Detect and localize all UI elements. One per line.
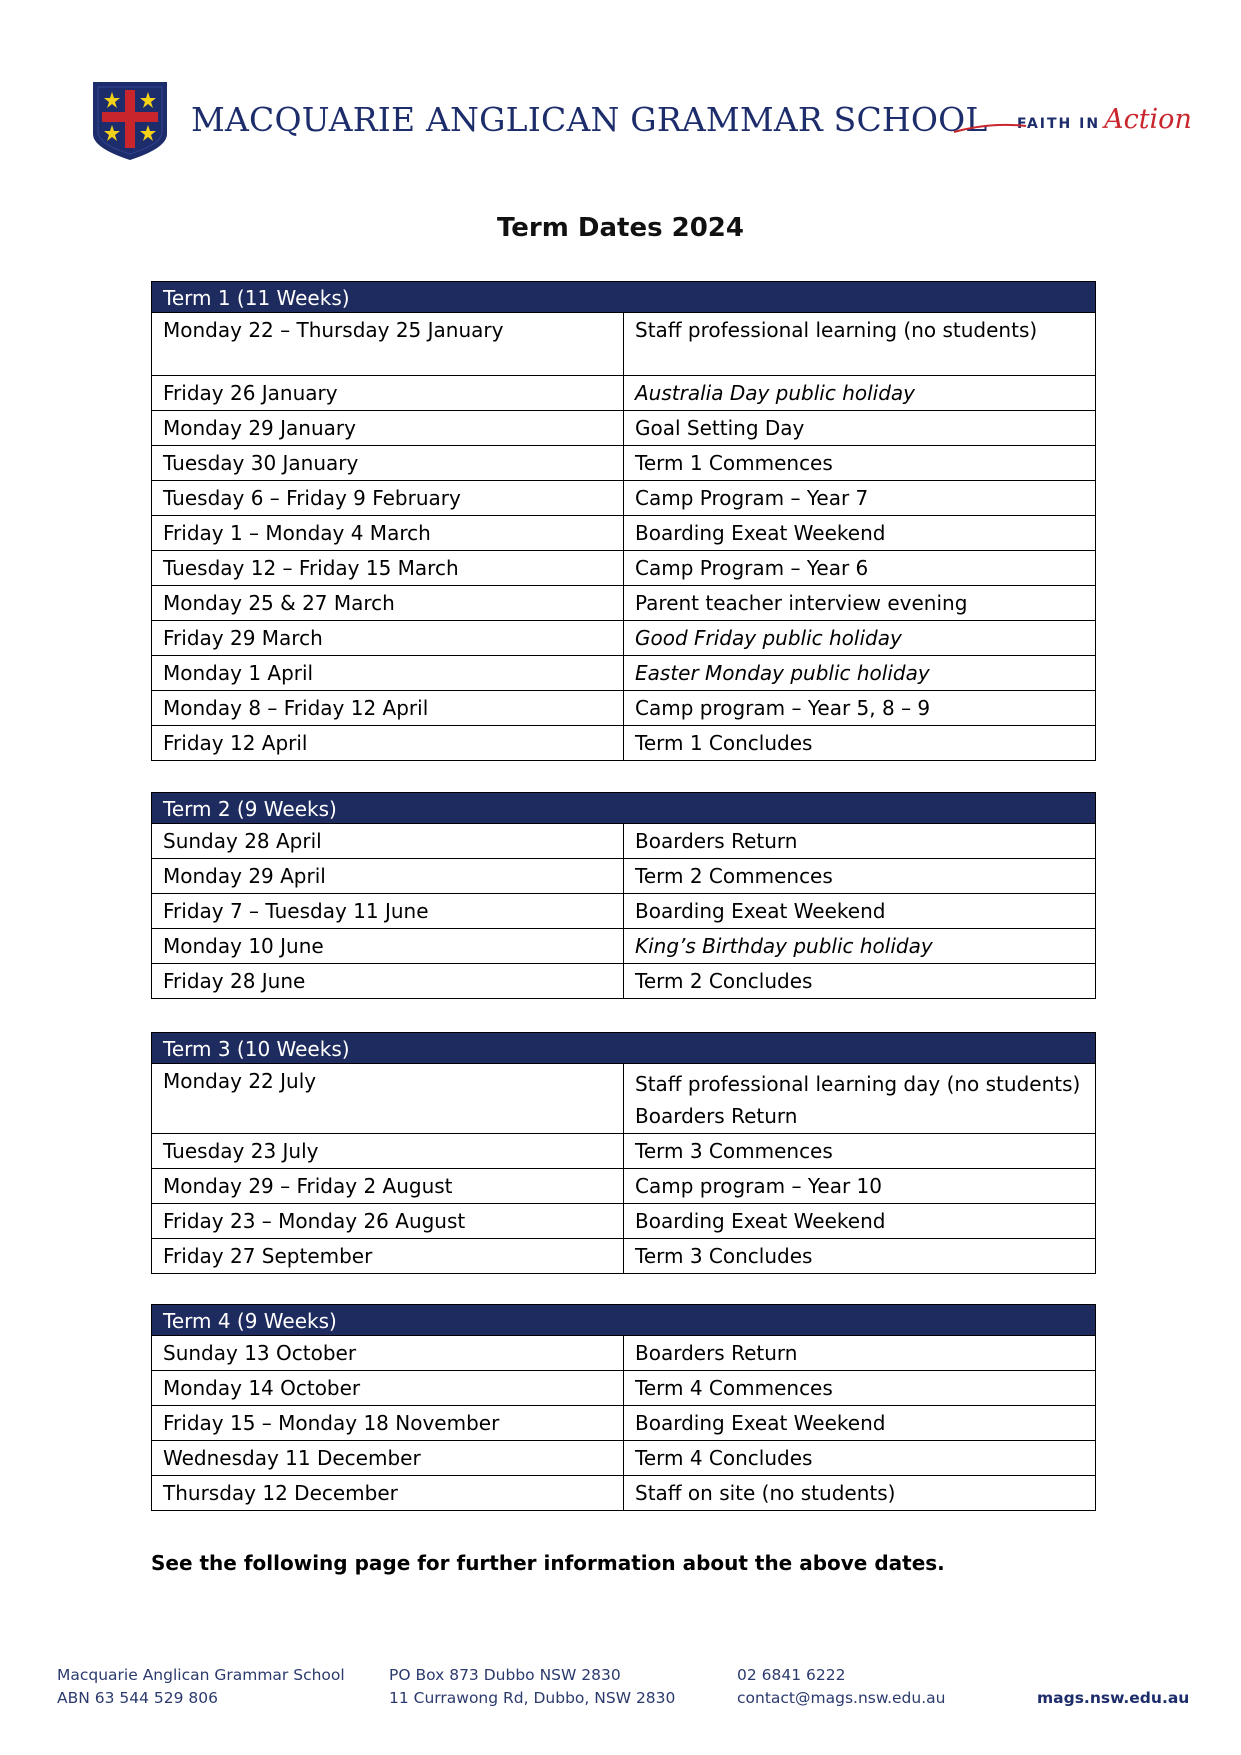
table-row [152, 1134, 1096, 1169]
date-cell: Monday 29 April [152, 859, 624, 894]
table-row [152, 1169, 1096, 1204]
date-cell: Sunday 28 April [152, 824, 624, 859]
event-cell: Term 1 Commences [624, 446, 1096, 481]
tagline [1017, 104, 1192, 135]
event-cell: Term 3 Concludes [624, 1239, 1096, 1274]
footer-contact [737, 1664, 945, 1710]
event-cell: Parent teacher interview evening [624, 586, 1096, 621]
table-row [152, 1204, 1096, 1239]
event-cell: King’s Birthday public holiday [624, 929, 1096, 964]
table-row [152, 411, 1096, 446]
date-cell: Tuesday 6 – Friday 9 February [152, 481, 624, 516]
term-3-table [151, 1032, 1096, 1274]
table-row [152, 656, 1096, 691]
footer-email[interactable]: contact@mags.nsw.edu.au [737, 1689, 946, 1707]
date-cell: Monday 8 – Friday 12 April [152, 691, 624, 726]
further-info-note: See the following page for further information about the above dates. [151, 1551, 945, 1575]
event-cell [624, 1064, 1096, 1134]
table-row [152, 516, 1096, 551]
date-cell: Monday 22 July [152, 1064, 624, 1134]
event-cell: Boarders Return [624, 824, 1096, 859]
date-cell: Monday 29 – Friday 2 August [152, 1169, 624, 1204]
table-row [152, 691, 1096, 726]
table-row [152, 551, 1096, 586]
date-cell: Monday 10 June [152, 929, 624, 964]
date-cell: Friday 15 – Monday 18 November [152, 1406, 624, 1441]
date-cell: Wednesday 11 December [152, 1441, 624, 1476]
action-swoosh-icon [950, 118, 1030, 138]
event-cell: Term 4 Concludes [624, 1441, 1096, 1476]
document-title: Term Dates 2024 [497, 213, 744, 243]
date-cell: Monday 29 January [152, 411, 624, 446]
term-heading: Term 1 (11 Weeks) [152, 282, 1096, 313]
date-cell: Thursday 12 December [152, 1476, 624, 1511]
school-crest-icon [93, 82, 167, 160]
event-cell: Term 3 Commences [624, 1134, 1096, 1169]
table-row [152, 446, 1096, 481]
event-line: Staff professional learning day (no students) [635, 1072, 1081, 1096]
date-cell: Friday 1 – Monday 4 March [152, 516, 624, 551]
event-cell: Staff on site (no students) [624, 1476, 1096, 1511]
footer-school-name: Macquarie Anglican Grammar School [57, 1666, 345, 1684]
table-row [152, 621, 1096, 656]
event-cell: Good Friday public holiday [624, 621, 1096, 656]
table-row [152, 1336, 1096, 1371]
date-cell: Sunday 13 October [152, 1336, 624, 1371]
event-cell: Goal Setting Day [624, 411, 1096, 446]
table-row [152, 824, 1096, 859]
term-2-table [151, 792, 1096, 999]
date-cell: Tuesday 23 July [152, 1134, 624, 1169]
table-row [152, 481, 1096, 516]
date-cell: Friday 27 September [152, 1239, 624, 1274]
tagline-faith: FAITH IN [1017, 116, 1101, 132]
table-row [152, 1476, 1096, 1511]
table-row [152, 1239, 1096, 1274]
event-cell: Easter Monday public holiday [624, 656, 1096, 691]
event-cell: Camp Program – Year 6 [624, 551, 1096, 586]
date-cell: Friday 23 – Monday 26 August [152, 1204, 624, 1239]
footer-abn: ABN 63 544 529 806 [57, 1689, 219, 1707]
date-cell: Friday 26 January [152, 376, 624, 411]
event-cell: Boarding Exeat Weekend [624, 516, 1096, 551]
table-row [152, 586, 1096, 621]
date-cell: Tuesday 30 January [152, 446, 624, 481]
table-row [152, 376, 1096, 411]
table-row [152, 859, 1096, 894]
date-cell: Friday 28 June [152, 964, 624, 999]
date-cell: Friday 29 March [152, 621, 624, 656]
table-row [152, 929, 1096, 964]
date-cell: Friday 7 – Tuesday 11 June [152, 894, 624, 929]
event-cell: Term 1 Concludes [624, 726, 1096, 761]
event-cell: Staff professional learning (no students) [624, 313, 1096, 376]
term-4-table [151, 1304, 1096, 1511]
table-row [152, 1406, 1096, 1441]
term-heading: Term 4 (9 Weeks) [152, 1305, 1096, 1336]
event-cell: Australia Day public holiday [624, 376, 1096, 411]
table-row [152, 894, 1096, 929]
footer-school-info [57, 1664, 345, 1710]
event-line: Boarders Return [635, 1104, 798, 1128]
date-cell: Tuesday 12 – Friday 15 March [152, 551, 624, 586]
term-heading: Term 3 (10 Weeks) [152, 1033, 1096, 1064]
table-row [152, 1064, 1096, 1134]
term-1-table [151, 281, 1096, 761]
event-cell: Term 2 Commences [624, 859, 1096, 894]
event-cell: Camp program – Year 10 [624, 1169, 1096, 1204]
date-cell: Monday 14 October [152, 1371, 624, 1406]
event-cell: Term 2 Concludes [624, 964, 1096, 999]
event-cell: Boarding Exeat Weekend [624, 894, 1096, 929]
date-cell: Monday 22 – Thursday 25 January [152, 313, 624, 376]
event-cell: Camp program – Year 5, 8 – 9 [624, 691, 1096, 726]
table-row [152, 1371, 1096, 1406]
footer-po-box: PO Box 873 Dubbo NSW 2830 [389, 1666, 621, 1684]
event-cell: Term 4 Commences [624, 1371, 1096, 1406]
event-cell: Camp Program – Year 7 [624, 481, 1096, 516]
event-cell: Boarding Exeat Weekend [624, 1406, 1096, 1441]
date-cell: Friday 12 April [152, 726, 624, 761]
event-cell: Boarders Return [624, 1336, 1096, 1371]
school-name: MACQUARIE ANGLICAN GRAMMAR SCHOOL [191, 100, 988, 139]
term-heading: Term 2 (9 Weeks) [152, 793, 1096, 824]
event-cell: Boarding Exeat Weekend [624, 1204, 1096, 1239]
footer-address [389, 1664, 675, 1710]
date-cell: Monday 1 April [152, 656, 624, 691]
table-row [152, 1441, 1096, 1476]
footer-street: 11 Currawong Rd, Dubbo, NSW 2830 [389, 1689, 676, 1707]
table-row [152, 964, 1096, 999]
date-cell: Monday 25 & 27 March [152, 586, 624, 621]
tagline-action: Action [1104, 104, 1192, 135]
footer-website[interactable]: mags.nsw.edu.au [1037, 1689, 1190, 1707]
table-row [152, 313, 1096, 376]
footer-phone: 02 6841 6222 [737, 1666, 846, 1684]
table-row [152, 726, 1096, 761]
